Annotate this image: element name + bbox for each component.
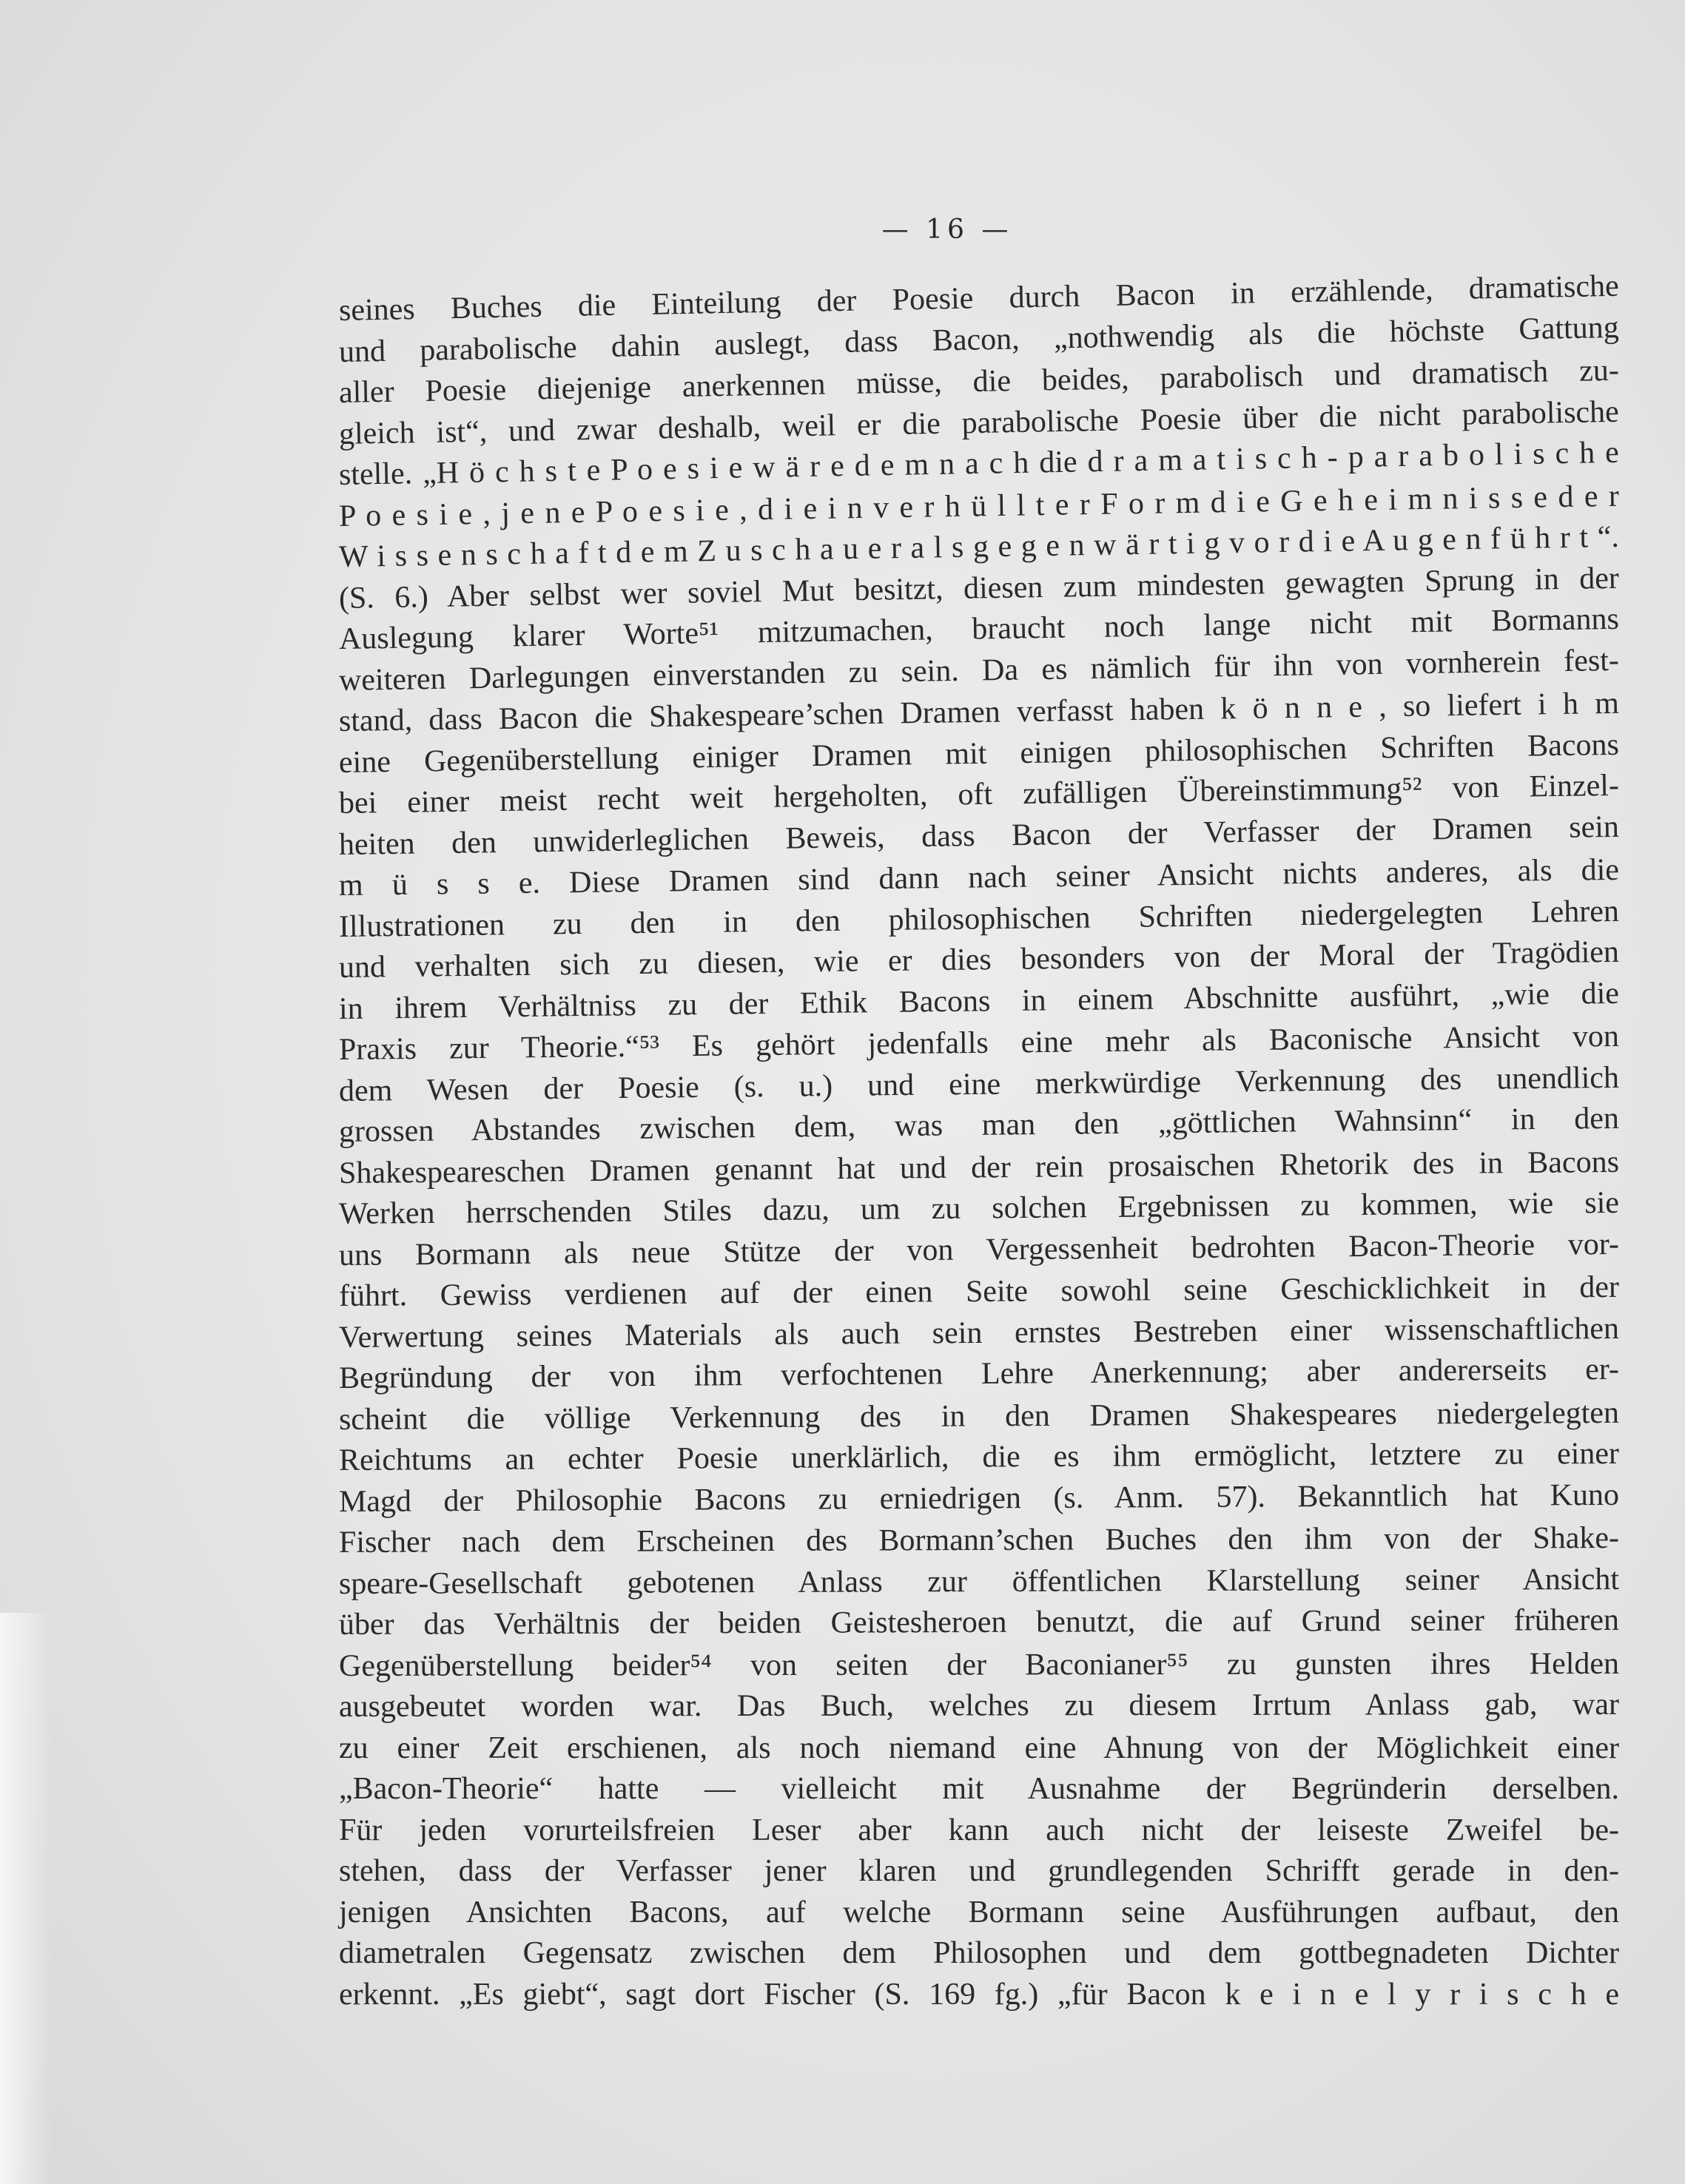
text-line: Verwertung seines Materials als auch sein ernstes Bestreben einer wissenschaftlichen: [338, 1311, 1620, 1355]
text-line: „Bacon-Theorie“ hatte — vielleicht mit Ausnahme der Begründerin derselben.: [339, 1772, 1619, 1806]
text-line: weiteren Darlegungen einverstanden zu sein. Da es nämlich für ihn von vornherein fest-: [338, 643, 1620, 698]
text-line: Für jeden vorurteilsfreien Leser aber kann auch nicht der leiseste Zweifel be-: [339, 1813, 1619, 1847]
text-line: gleich ist“, und zwar deshalb, weil er die parabolische Poesie über die nicht parabolische: [338, 394, 1620, 451]
text-line: aller Poesie diejenige anerkennen müsse, die beides, parabolisch und dramatisch zu-: [338, 353, 1620, 410]
body-text: [338, 269, 1620, 2015]
text-line: stelle. „H ö c h s t e P o e s i e w ä r e d e m n a c h die d r a m a t i s c h - p a r a b o l i s c h e: [338, 435, 1620, 492]
text-line: ausgebeutet worden war. Das Buch, welches zu diesem Irrtum Anlass gab, war: [338, 1687, 1620, 1724]
text-line: Fischer nach dem Erscheinen des Bormann’schen Buches den ihm von der Shake-: [338, 1520, 1620, 1560]
text-line: uns Bormann als neue Stütze der von Vergessenheit bedrohten Bacon-Theorie vor-: [338, 1227, 1620, 1273]
text-line: stand, dass Bacon die Shakespeare’schen Dramen verfasst haben k ö n n e , so liefert i h m: [338, 686, 1620, 738]
text-line: Auslegung klarer Worte⁵¹ mitzumachen, braucht noch lange nicht mit Bormanns: [338, 601, 1620, 656]
text-line: m ü s s e. Diese Dramen sind dann nach seiner Ansicht nichts anderes, als die: [338, 852, 1620, 903]
text-line: grossen Abstandes zwischen dem, was man den „göttlichen Wahnsinn“ in den: [338, 1101, 1620, 1149]
text-line: P o e s i e , j e n e P o e s i e , d i e i n v e r h ü l l t e r F o r m d i e G e h e i m n i s s e d e r: [338, 479, 1620, 533]
text-line: speare-Gesellschaft gebotenen Anlass zur öffentlichen Klarstellung seiner Ansicht: [338, 1562, 1620, 1601]
text-line: Praxis zur Theorie.“⁵³ Es gehört jedenfalls eine mehr als Baconische Ansicht von: [338, 1019, 1620, 1067]
text-line: diametralen Gegensatz zwischen dem Philosophen und dem gottbegnadeten Dichter: [339, 1936, 1619, 1970]
text-line: Illustrationen zu den in den philosophischen Schriften niedergelegten Lehren: [338, 894, 1620, 944]
text-line: scheint die völlige Verkennung des in den Dramen Shakespeares niedergelegten: [338, 1395, 1620, 1437]
text-line: bei einer meist recht weit hergeholten, oft zufälligen Übereinstimmung⁵² von Einzel-: [338, 768, 1620, 820]
text-line: führt. Gewiss verdienen auf der einen Seite sowohl seine Geschicklichkeit in der: [338, 1270, 1620, 1313]
text-line: stehen, dass der Verfasser jener klaren und grundlegenden Schrifft gerade in den-: [339, 1854, 1619, 1888]
text-line: dem Wesen der Poesie (s. u.) und eine merkwürdige Verkennung des unendlich: [338, 1060, 1620, 1108]
text-line: Gegenüberstellung beider⁵⁴ von seiten der Baconianer⁵⁵ zu gunsten ihres Helden: [338, 1646, 1620, 1683]
text-line: in ihrem Verhältniss zu der Ethik Bacons in einem Abschnitte ausführt, „wie die: [338, 976, 1620, 1026]
text-line: (S. 6.) Aber selbst wer soviel Mut besitzt, diesen zum mindesten gewagten Sprung in der: [338, 561, 1620, 616]
text-line: Magd der Philosophie Bacons zu erniedrigen (s. Anm. 57). Bekanntlich hat Kuno: [338, 1477, 1620, 1519]
text-line: und parabolische dahin auslegt, dass Bacon, „nothwendig als die höchste Gattung: [338, 310, 1620, 369]
text-line: erkennt. „Es giebt“, sagt dort Fischer (S. 169 fg.) „für Bacon k e i n e l y r i s c h e: [339, 1977, 1619, 2012]
text-line: über das Verhältnis der beiden Geistesheroen benutzt, die auf Grund seiner früheren: [338, 1602, 1620, 1642]
text-line: eine Gegenüberstellung einiger Dramen mit einigen philosophischen Schriften Bacons: [338, 727, 1620, 780]
text-line: Begründung der von ihm verfochtenen Lehre Anerkennung; aber andererseits er-: [338, 1352, 1620, 1395]
text-line: zu einer Zeit erschienen, als noch niemand eine Ahnung von der Möglichkeit einer: [339, 1730, 1619, 1765]
text-line: heiten den unwiderleglichen Beweis, dass Bacon der Verfasser der Dramen sein: [338, 809, 1620, 862]
page-edge-shadow: [0, 1613, 52, 2184]
text-line: Werken herrschenden Stiles dazu, um zu solchen Ergebnissen zu kommen, wie sie: [338, 1185, 1620, 1231]
text-line: seines Buches die Einteilung der Poesie durch Bacon in erzählende, dramatische: [338, 269, 1620, 328]
text-line: jenigen Ansichten Bacons, auf welche Bormann seine Ausführungen aufbaut, den: [339, 1895, 1619, 1929]
text-line: und verhalten sich zu diesen, wie er dies besonders von der Moral der Tragödien: [338, 934, 1620, 985]
text-line: Reichtums an echter Poesie unerklärlich, die es ihm ermöglicht, letztere zu einer: [338, 1436, 1620, 1477]
text-line: W i s s e n s c h a f t d e m Z u s c h a u e r a l s g e g e n w ä r t i g v o r d i e A u g e n f ü h r t “.: [338, 519, 1620, 574]
text-line: Shakespeareschen Dramen genannt hat und der rein prosaischen Rhetorik des in Bacons: [338, 1145, 1620, 1190]
page-number: — 16 —: [881, 215, 1013, 245]
